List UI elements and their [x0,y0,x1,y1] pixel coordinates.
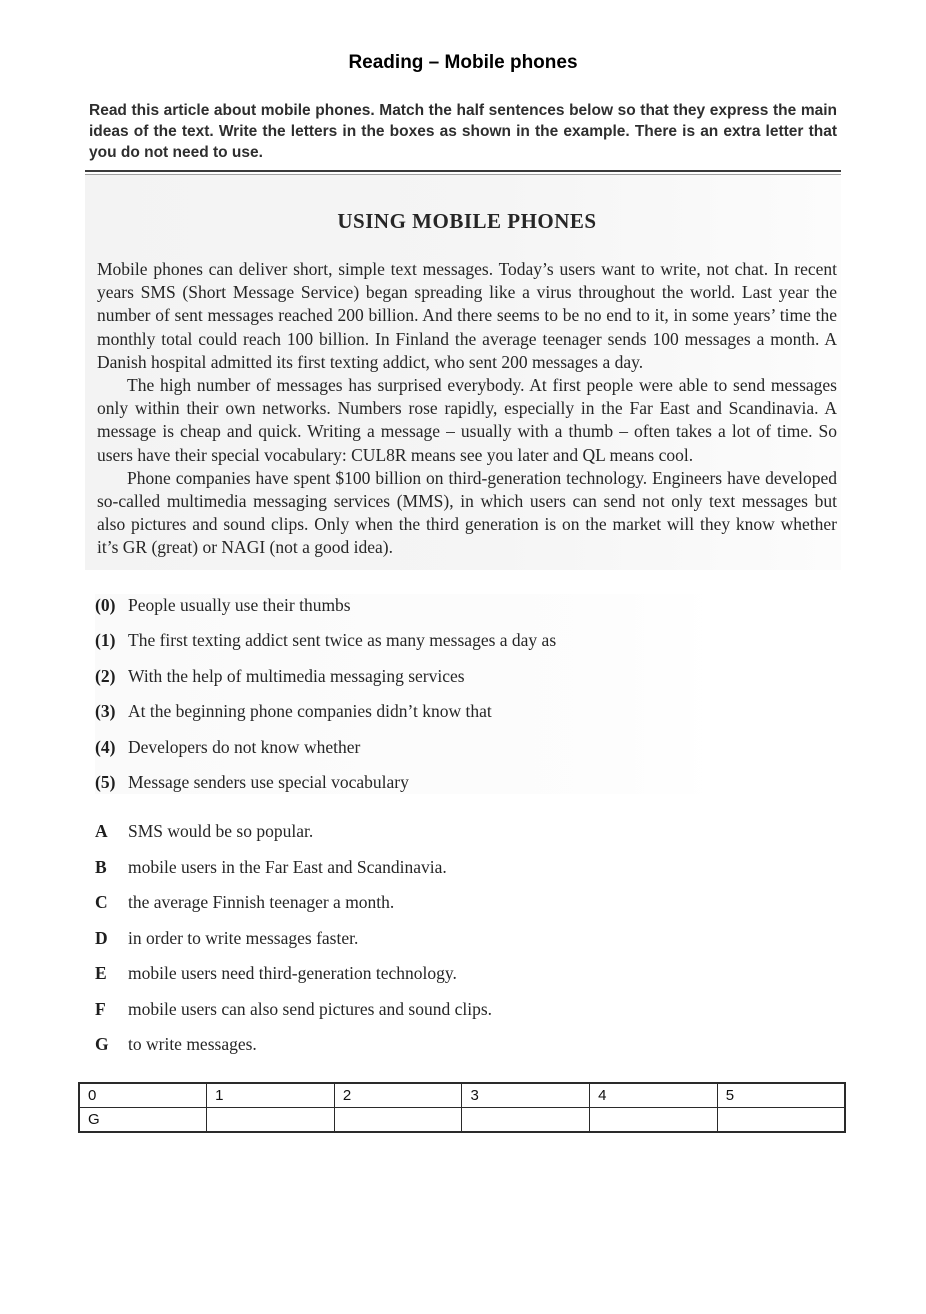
answer-header-cell-1: 1 [207,1083,335,1108]
stem-number: (2) [95,665,116,686]
answer-cell-2[interactable] [334,1108,462,1133]
answer-cell-4[interactable] [590,1108,718,1133]
letter-options [95,820,715,1056]
option-letter: D [95,927,108,948]
answer-header-cell-5: 5 [717,1083,845,1108]
stem-row-1 [95,629,715,652]
stem-text: With the help of multimedia messaging services [128,665,465,686]
option-letter: A [95,821,108,842]
stem-number: (5) [95,772,116,793]
stem-number: (3) [95,701,116,722]
stem-row-0 [95,594,715,617]
option-row-f [95,998,715,1021]
answer-cell-5[interactable] [717,1108,845,1133]
answer-header-cell-4: 4 [590,1083,718,1108]
article-body [97,258,837,560]
option-letter: C [95,892,108,913]
answer-input-row [79,1108,845,1133]
stem-text: People usually use their thumbs [128,594,351,615]
option-text: mobile users in the Far East and Scandinavia. [128,856,447,877]
stem-row-4 [95,736,715,759]
article-title: USING MOBILE PHONES [337,209,597,233]
option-row-e [95,962,715,985]
answer-cell-1[interactable] [207,1108,335,1133]
option-letter: E [95,963,107,984]
answer-cell-0: G [79,1108,207,1133]
option-text: the average Finnish teenager a month. [128,892,395,913]
option-row-b [95,856,715,879]
stem-row-5 [95,771,715,794]
option-letter: G [95,1034,109,1055]
option-letter: B [95,856,107,877]
article-scan-block [85,175,841,570]
option-letter: F [95,998,106,1019]
answer-header-row [79,1083,845,1108]
article-paragraph-1: Mobile phones can deliver short, simple text messages. Today’s users want to write, not chat. In recent years SMS (Short Message Service) began spreading like a virus throughout the world. Last year the number of sent messages reached 200 billion. And there seems to be no end to it, in some years’ time the monthly total could reach 100 billion. In Finland the average teenager sends 100 messages a month. A Danish hospital admitted its first texting addict, who sent 200 messages a day. [97,259,837,372]
instructions-text: Read this article about mobile phones. Match the half sentences below so that they express the main ideas of the text. Write the letters in the boxes as shown in the example. There is an extra letter that you do not need to use. [89,102,837,161]
stem-number: (0) [95,594,116,615]
option-text: in order to write messages faster. [128,927,359,948]
stem-text: The first texting addict sent twice as many messages a day as [128,630,557,651]
option-text: mobile users need third-generation technology. [128,963,457,984]
stem-text: Message senders use special vocabulary [128,772,409,793]
answer-table [78,1082,846,1133]
option-row-d [95,927,715,950]
article-paragraph-2: The high number of messages has surprised everybody. At first people were able to send messages only within their own networks. Numbers rose rapidly, especially in the Far East and Scandinavia. A message is cheap and quick. Writing a message – usually with a thumb – often takes a lot of time. So users have their special vocabulary: CUL8R means see you later and QL means cool. [97,375,837,465]
option-row-a [95,820,715,843]
answer-header-cell-0: 0 [79,1083,207,1108]
option-text: mobile users can also send pictures and sound clips. [128,998,493,1019]
half-sentence-stems [95,594,715,795]
option-row-c [95,891,715,914]
answer-header-cell-2: 2 [334,1083,462,1108]
answer-section [78,1082,926,1133]
page-title: Reading – Mobile phones [348,52,578,73]
stem-number: (1) [95,630,116,651]
answer-header-cell-3: 3 [462,1083,590,1108]
article-paragraph-3: Phone companies have spent $100 billion on third-generation technology. Engineers have developed so-called multimedia messaging services (MMS), in which users can send not only text messages but also pictures and sound clips. Only when the third generation is on the market will they know whether it’s GR (great) or NAGI (not a good idea). [97,467,837,558]
option-row-g [95,1033,715,1056]
stem-text: At the beginning phone companies didn’t know that [128,701,492,722]
stem-row-2 [95,665,715,688]
stem-number: (4) [95,736,116,757]
option-text: SMS would be so popular. [128,821,314,842]
option-text: to write messages. [128,1034,257,1055]
answer-cell-3[interactable] [462,1108,590,1133]
stem-row-3 [95,700,715,723]
stem-text: Developers do not know whether [128,736,361,757]
